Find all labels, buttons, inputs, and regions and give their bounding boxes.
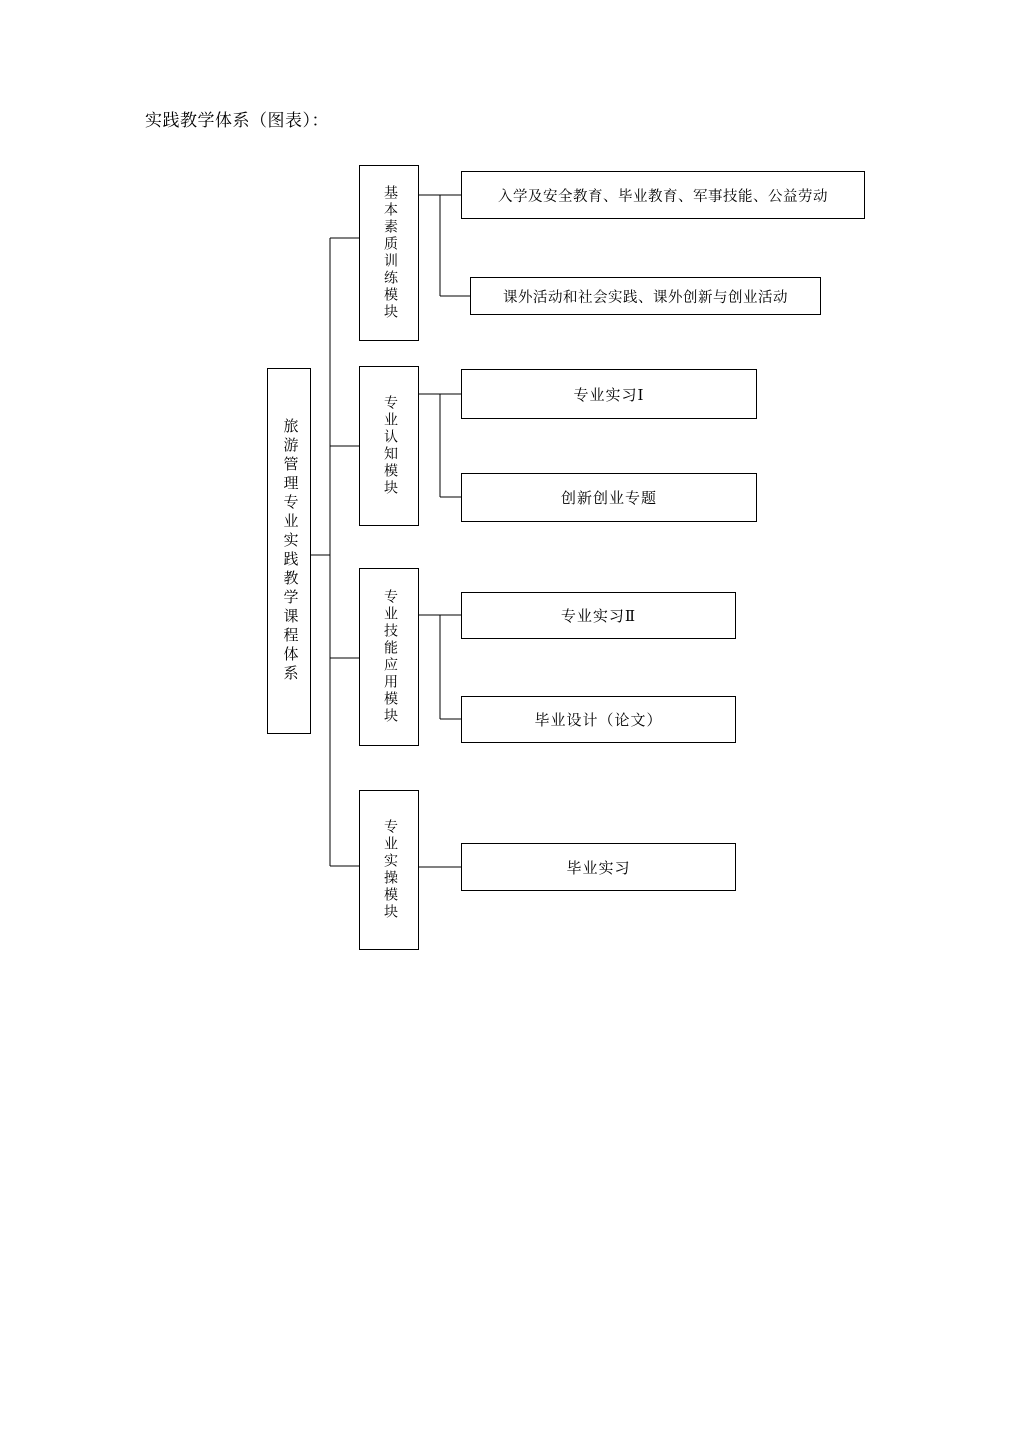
leaf-node-3-2-label: 毕业设计（论文） [534,713,663,729]
leaf-node-3-1 [461,592,736,639]
leaf-node-1-2 [470,277,821,315]
leaf-node-2-1-label: 专业实习Ⅰ [573,387,645,404]
leaf-node-2-2-label: 创新创业专题 [560,491,657,507]
leaf-node-2-2 [461,473,757,522]
module-node-1 [359,165,419,341]
module-node-1-label: 基本素质训练模块 [382,185,397,321]
module-node-3 [359,568,419,746]
leaf-node-3-1-label: 专业实习Ⅱ [560,609,637,625]
leaf-node-1-1-label: 入学及安全教育、毕业教育、军事技能、公益劳动 [498,188,828,205]
leaf-node-4-1-label: 毕业实习 [566,860,631,877]
leaf-node-4-1 [461,843,736,891]
leaf-node-2-1 [461,369,757,419]
module-node-4 [359,790,419,950]
page-title: 实践教学体系（图表）： [145,111,329,130]
leaf-node-1-1 [461,171,865,219]
module-node-4-label: 专业实操模块 [382,819,397,921]
module-node-2 [359,366,419,526]
root-node-label: 旅游管理专业实践教学课程体系 [281,418,298,684]
leaf-node-1-2-label: 课外活动和社会实践、课外创新与创业活动 [503,289,788,306]
leaf-node-3-2 [461,696,736,743]
root-node [267,368,311,734]
module-node-3-label: 专业技能应用模块 [382,589,397,725]
module-node-2-label: 专业认知模块 [382,395,397,497]
